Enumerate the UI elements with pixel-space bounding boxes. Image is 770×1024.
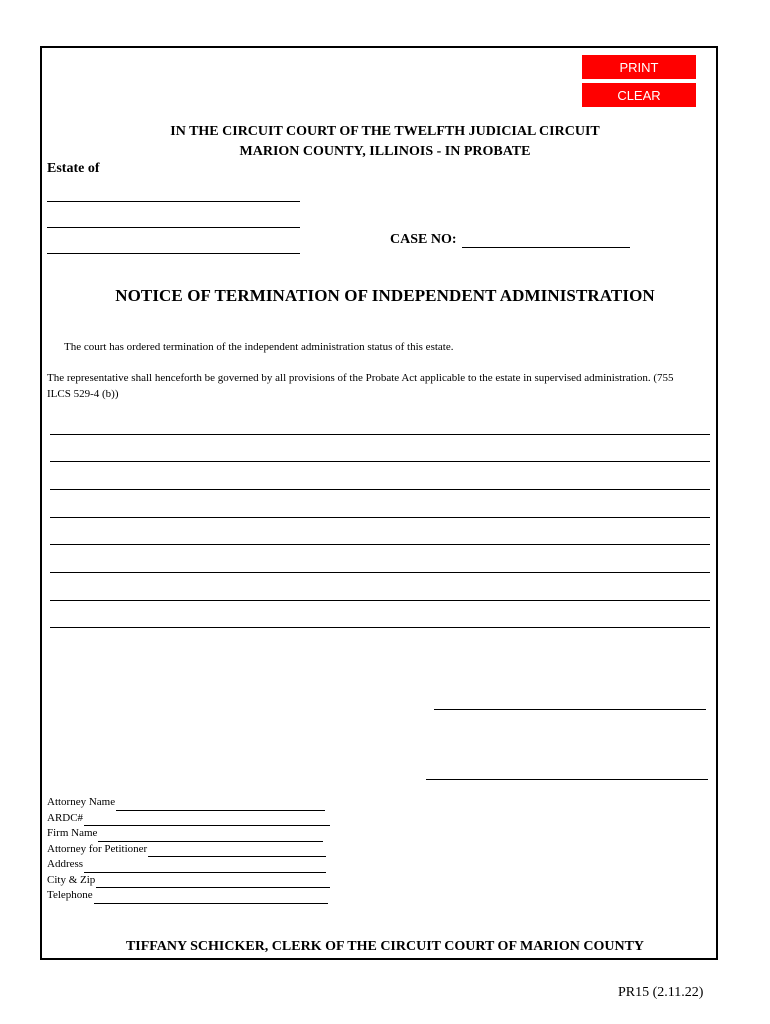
attorney-for-row <box>47 842 330 858</box>
print-button[interactable]: PRINT <box>582 55 696 79</box>
attorney-info-block <box>47 795 330 904</box>
address-field[interactable] <box>84 861 326 873</box>
case-number-field[interactable] <box>462 247 630 248</box>
order-text-line-8[interactable] <box>50 627 710 628</box>
court-heading-line1: IN THE CIRCUIT COURT OF THE TWELFTH JUDICIAL CIRCUIT <box>170 124 600 139</box>
firm-name-label: Firm Name <box>47 827 98 839</box>
attorney-name-label: Attorney Name <box>47 796 116 808</box>
city-zip-label: City & Zip <box>47 873 96 886</box>
order-text-line-1[interactable] <box>50 434 710 435</box>
clerk-footer: TIFFANY SCHICKER, CLERK OF THE CIRCUIT COURT OF MARION COUNTY <box>125 939 645 954</box>
paragraph-representative: The representative shall henceforth be governed by all provisions of the Probate Act applicable to the estate in supervised administration. (755 ILCS 529-4 (b)) <box>47 372 674 400</box>
attorney-name-row <box>47 795 330 811</box>
clear-button[interactable]: CLEAR <box>582 83 696 107</box>
case-number-label: CASE NO: <box>390 232 457 247</box>
firm-name-field[interactable] <box>98 830 323 842</box>
telephone-row <box>47 888 330 904</box>
city-zip-field[interactable] <box>96 876 330 888</box>
court-heading <box>0 122 770 162</box>
form-code: PR15 (2.11.22) <box>618 985 704 1000</box>
order-text-line-3[interactable] <box>50 489 710 490</box>
paragraph-termination: The court has ordered termination of the independent administration status of this estate. <box>64 341 454 353</box>
ardc-label: ARDC# <box>47 811 84 824</box>
court-heading-line2: MARION COUNTY, ILLINOIS - IN PROBATE <box>239 144 531 159</box>
signature-line-2[interactable] <box>426 779 708 780</box>
ardc-field[interactable] <box>84 814 330 826</box>
firm-name-row <box>47 826 330 842</box>
order-text-line-7[interactable] <box>50 600 710 601</box>
order-text-line-6[interactable] <box>50 572 710 573</box>
address-row <box>47 857 330 873</box>
estate-name-field-2[interactable] <box>47 227 300 228</box>
attorney-for-field[interactable] <box>148 845 326 857</box>
order-text-line-5[interactable] <box>50 544 710 545</box>
estate-name-field-1[interactable] <box>47 201 300 202</box>
estate-label: Estate of <box>47 161 100 176</box>
signature-line-1[interactable] <box>434 709 706 710</box>
address-label: Address <box>47 858 84 870</box>
ardc-row <box>47 811 330 827</box>
telephone-label: Telephone <box>47 889 93 901</box>
order-text-line-2[interactable] <box>50 461 710 462</box>
city-zip-row <box>47 873 330 889</box>
document-title: NOTICE OF TERMINATION OF INDEPENDENT ADMINISTRATION <box>115 286 655 305</box>
attorney-name-field[interactable] <box>116 799 325 811</box>
order-text-line-4[interactable] <box>50 517 710 518</box>
telephone-field[interactable] <box>94 892 328 904</box>
attorney-for-label: Attorney for Petitioner <box>47 842 148 855</box>
estate-name-field-3[interactable] <box>47 253 300 254</box>
